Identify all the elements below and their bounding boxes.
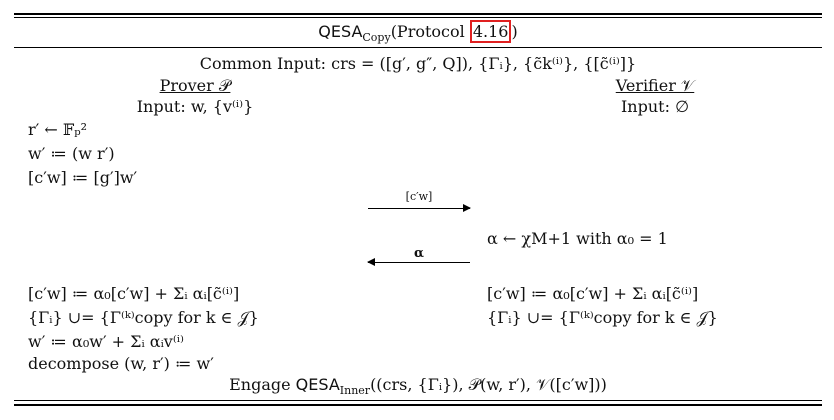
prover-step: decompose (w, r′) ≔ w′: [28, 354, 214, 373]
verifier-challenge: α ← χM+1 with α₀ = 1: [487, 229, 668, 248]
verifier-input: Input: ∅: [620, 97, 689, 116]
engage-prefix: Engage: [229, 375, 296, 394]
verifier-step: {Γᵢ} ∪= {Γ⁽ᵏ⁾copy for k ∈ 𝒥}: [487, 308, 718, 327]
engage-name: QESA: [295, 375, 340, 394]
arrow-head-icon: [463, 204, 471, 212]
protocol-subscript: Copy: [362, 31, 391, 45]
protocol-close: ): [511, 22, 518, 41]
message-label: [c′w]: [405, 190, 433, 203]
common-input: Common Input: crs = ([g′, g″, Q]), {Γᵢ}, {c̃k⁽ⁱ⁾}, {[c̃⁽ⁱ⁾]}: [199, 54, 637, 73]
message-arrow-left: [368, 262, 470, 263]
engage-subscript: Inner: [339, 384, 371, 398]
message-arrow-right: [368, 208, 470, 209]
top-rule-inner: [14, 17, 822, 18]
engage-line: [14, 376, 822, 400]
prover-step: r′ ← 𝔽ₚ²: [28, 120, 88, 139]
protocol-title: [14, 23, 822, 47]
prover-step: {Γᵢ} ∪= {Γ⁽ᵏ⁾copy for k ∈ 𝒥}: [28, 308, 259, 327]
protocol-ref-link[interactable]: 4.16: [470, 20, 512, 43]
prover-step: w′ ≔ (w r′): [28, 144, 115, 163]
arrow-head-icon: [367, 258, 375, 266]
prover-input: Input: w, {v⁽ⁱ⁾}: [136, 97, 254, 116]
prover-step: w′ ≔ α₀w′ + Σᵢ αᵢv⁽ⁱ⁾: [28, 332, 184, 351]
protocol-name: QESA: [318, 22, 363, 41]
verifier-label: Verifier 𝒱: [615, 76, 695, 95]
bottom-rule: [14, 400, 822, 401]
prover-step: [c′w] ≔ α₀[c′w] + Σᵢ αᵢ[c̃⁽ⁱ⁾]: [28, 284, 240, 303]
prover-step: [c′w] ≔ [g′]w′: [28, 168, 138, 187]
engage-rest: ((crs, {Γᵢ}), 𝒫(w, r′), 𝒱([c′w])): [370, 375, 607, 394]
top-rule: [14, 13, 822, 15]
title-rule: [14, 47, 822, 48]
verifier-step: [c′w] ≔ α₀[c′w] + Σᵢ αᵢ[c̃⁽ⁱ⁾]: [487, 284, 699, 303]
prover-label: Prover 𝒫: [159, 76, 231, 95]
message-label: α: [413, 246, 424, 261]
bottom-rule-inner: [14, 404, 822, 406]
protocol-text: (Protocol: [390, 22, 470, 41]
